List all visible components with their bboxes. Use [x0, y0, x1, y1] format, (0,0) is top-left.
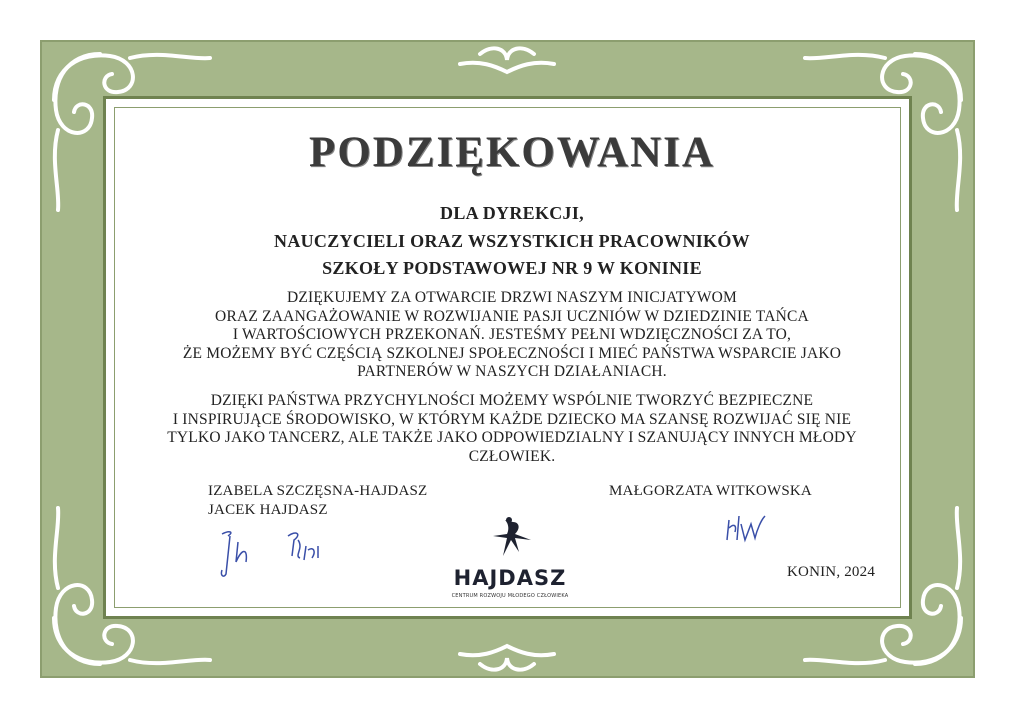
heading-line-3: SZKOŁY PODSTAWOWEJ NR 9 W KONINIE: [322, 258, 702, 278]
paragraph-1-line: ŻE MOŻEMY BYĆ CZĘŚCIĄ SZKOLNEJ SPOŁECZNOŚCI I MIEĆ PAŃSTWA WSPARCIE JAKO: [182, 344, 842, 362]
paragraph-1-line: DZIĘKUJEMY ZA OTWARCIE DRZWI NASZYM INICJATYWOM: [286, 289, 738, 306]
signatory-name-3: MAŁGORZATA WITKOWSKA: [609, 483, 812, 499]
certificate-title: PODZIĘKOWANIA: [309, 129, 715, 176]
paragraph-1: [0, 289, 1024, 382]
paragraph-2-line: CZŁOWIEK.: [468, 447, 556, 465]
heading-line-1: DLA DYREKCJI,: [440, 203, 584, 223]
paragraph-1-line: ORAZ ZAANGAŻOWANIE W ROZWIJANIE PASJI UCZNIÓW W DZIEDZINIE TAŃCA: [215, 307, 809, 325]
heading-line-2: NAUCZYCIELI ORAZ WSZYSTKICH PRACOWNIKÓW: [274, 231, 750, 251]
place-and-date: KONIN, 2024: [787, 564, 876, 580]
logo-subtitle: CENTRUM ROZWOJU MŁODEGO CZŁOWIEKA: [451, 593, 569, 599]
paragraph-2-line: I INSPIRUJĄCE ŚRODOWISKO, W KTÓRYM KAŻDE DZIECKO MA SZANSĘ ROZWIJAĆ SIĘ NIE: [172, 410, 852, 428]
signature-1: [212, 522, 272, 580]
signature-3: [723, 510, 771, 546]
logo: [443, 514, 577, 606]
dancers-logo-icon: [485, 516, 535, 560]
paragraph-2-line: DZIĘKI PAŃSTWA PRZYCHYLNOŚCI MOŻEMY WSPÓLNIE TWORZYĆ BEZPIECZNE: [210, 392, 814, 409]
signatory-name-2: JACEK HAJDASZ: [208, 502, 328, 518]
paragraph-2-line: TYLKO JAKO TANCERZ, ALE TAKŻE JAKO ODPOWIEDZIALNY I SZANUJĄCY INNYCH MŁODY: [167, 429, 857, 447]
signature-2: [282, 526, 332, 566]
signatory-name-1: IZABELA SZCZĘSNA-HAJDASZ: [208, 483, 428, 499]
paragraph-2: [0, 392, 1024, 466]
paragraph-1-line: I WARTOŚCIOWYCH PRZEKONAŃ. JESTEŚMY PEŁNI WDZIĘCZNOŚCI ZA TO,: [232, 326, 792, 344]
logo-name: HAJDASZ: [453, 566, 567, 590]
paragraph-1-line: PARTNERÓW W NASZYCH DZIAŁANIACH.: [357, 363, 667, 381]
